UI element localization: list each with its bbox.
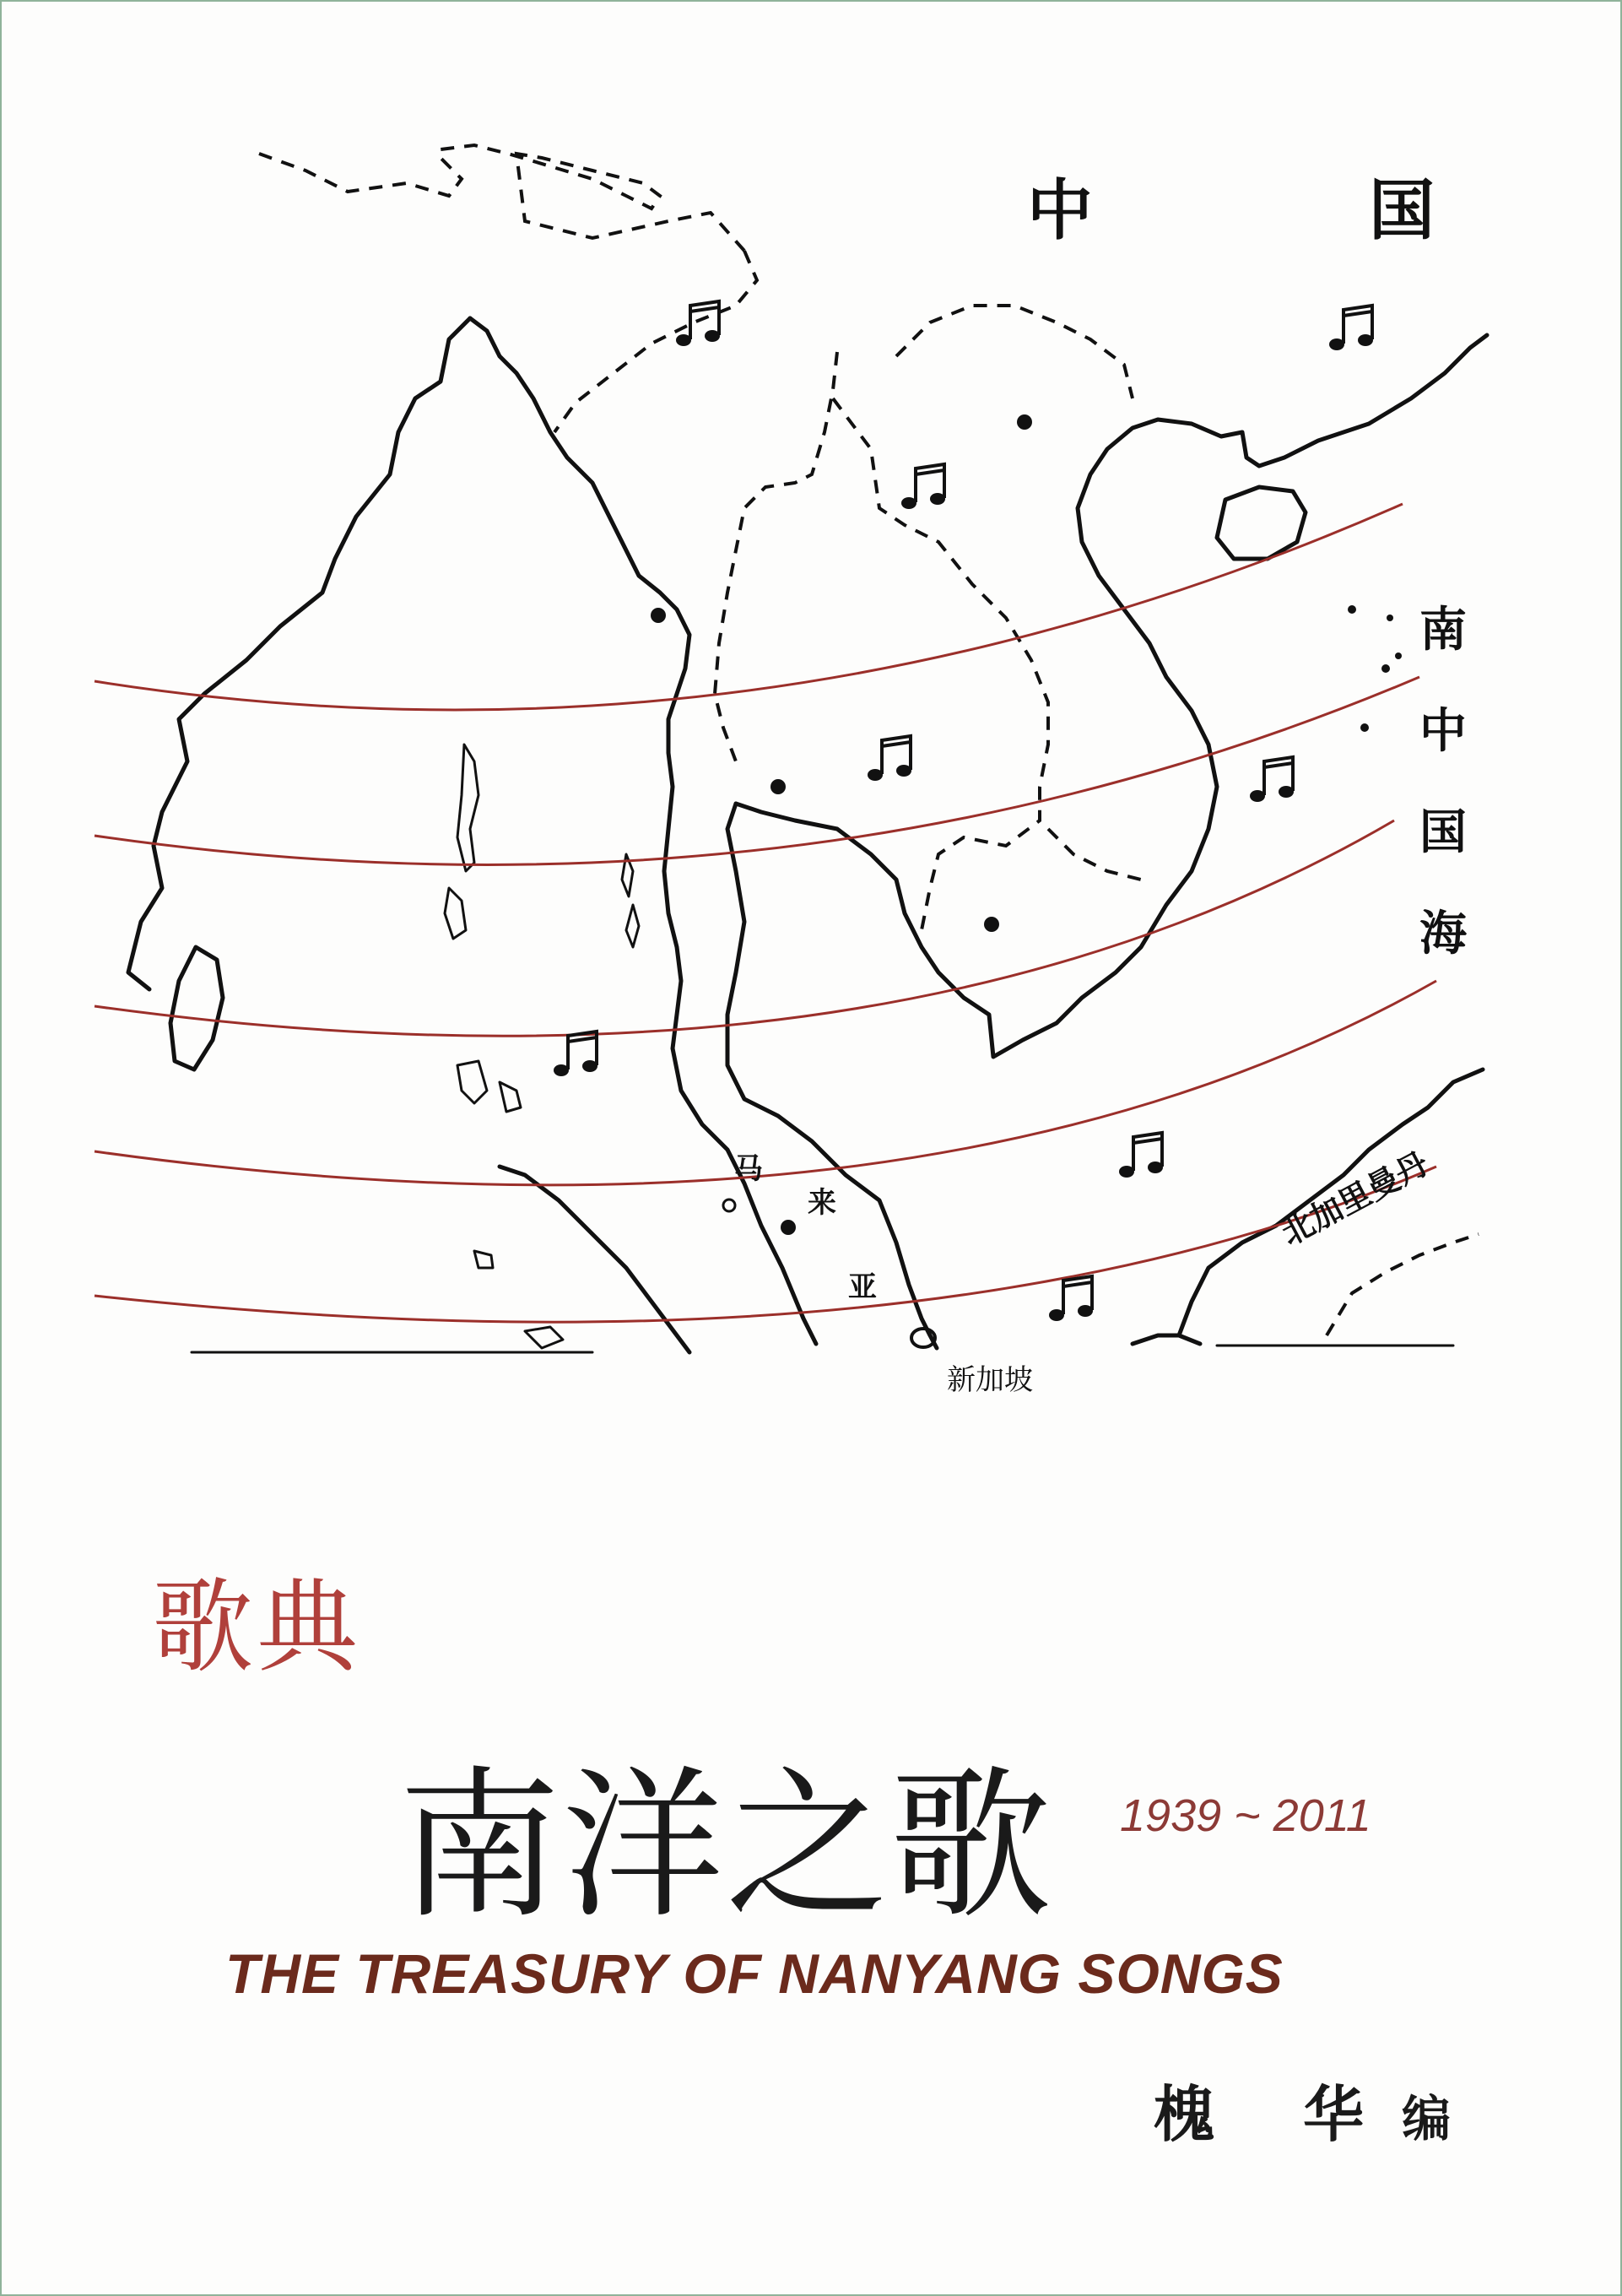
border-north bbox=[259, 145, 744, 251]
map-label-singapore: 新加坡 bbox=[947, 1363, 1033, 1397]
map-label-scs-char: 国 bbox=[1419, 805, 1467, 860]
map-label-malaya-char: 来 bbox=[808, 1186, 836, 1220]
song-line-1 bbox=[95, 504, 1403, 710]
city-dot-penang bbox=[723, 1199, 735, 1211]
coastline-hainan bbox=[1217, 487, 1306, 559]
cover-english-title: THE TREASURY OF NANYANG SONGS bbox=[225, 1942, 1284, 2005]
map-label-south-china-sea bbox=[1419, 580, 1479, 985]
music-note-icon bbox=[1250, 757, 1294, 802]
border-laos bbox=[896, 306, 1133, 398]
coastline-bay-of-bengal bbox=[128, 318, 470, 989]
map-label-north-kalimantan: 北加里曼丹 bbox=[1275, 1144, 1435, 1253]
song-line-5 bbox=[95, 1167, 1436, 1322]
coastline-malay-east bbox=[727, 804, 937, 1348]
editor-name: 槐 华 bbox=[1154, 2078, 1398, 2150]
music-note-icon bbox=[868, 736, 911, 781]
island-dot-1 bbox=[1348, 605, 1356, 614]
island-dot-5 bbox=[1395, 653, 1402, 659]
music-note-icon bbox=[554, 1032, 597, 1076]
city-dot-kuala-lumpur bbox=[781, 1220, 796, 1235]
city-dot-hanoi bbox=[1017, 414, 1032, 430]
border-myanmar-thailand bbox=[715, 352, 837, 761]
map-label-scs-char: 南 bbox=[1419, 603, 1467, 658]
cover-title: 南洋之歌 bbox=[398, 1752, 1053, 1941]
border-cambodia-vietnam bbox=[1048, 829, 1141, 880]
map-label-scs-char: 海 bbox=[1419, 907, 1467, 961]
cover-editor bbox=[1154, 2066, 1451, 2153]
coastline-nicobar bbox=[457, 1061, 521, 1112]
island-dot-3 bbox=[1360, 723, 1369, 732]
border-myanmar-china bbox=[554, 251, 757, 432]
city-dot-bangkok bbox=[770, 779, 786, 794]
music-note-icon bbox=[1049, 1276, 1093, 1321]
city-dot-yangon bbox=[651, 608, 666, 623]
coastline-sri-lanka bbox=[170, 947, 223, 1069]
music-note-icon bbox=[901, 464, 945, 509]
music-note-group bbox=[554, 301, 1373, 1321]
coastline-small-islands bbox=[474, 854, 639, 1348]
island-dot-4 bbox=[1387, 615, 1393, 621]
music-note-icon bbox=[676, 301, 720, 346]
song-line-4 bbox=[95, 981, 1436, 1185]
border-group bbox=[259, 145, 1479, 1335]
map-label-malaya-char: 亚 bbox=[848, 1270, 877, 1304]
cover-years: 1939 ~ 2011 bbox=[1120, 1790, 1371, 1841]
map-label-scs-char: 中 bbox=[1419, 704, 1467, 759]
map-label-china: 中 国 bbox=[1027, 173, 1562, 249]
song-lines-group bbox=[95, 504, 1436, 1322]
coastline-andaman-1 bbox=[457, 745, 478, 871]
music-note-icon bbox=[1119, 1133, 1163, 1178]
editor-role: 编 bbox=[1402, 2090, 1452, 2147]
music-note-icon bbox=[1329, 306, 1373, 350]
coastline-west bbox=[470, 318, 816, 1344]
island-dot-2 bbox=[1381, 664, 1390, 673]
city-dot-group bbox=[651, 414, 1402, 1235]
cover-subtitle: 歌典 bbox=[152, 1569, 361, 1687]
city-dot-phnom-penh bbox=[984, 917, 999, 932]
coastline-sumatra bbox=[500, 1167, 689, 1352]
coastline-borneo-south bbox=[1133, 1335, 1200, 1344]
map-label-malaya-char: 马 bbox=[734, 1152, 763, 1186]
border-kalimantan bbox=[1327, 1234, 1479, 1335]
coastline-andaman-2 bbox=[445, 888, 466, 939]
